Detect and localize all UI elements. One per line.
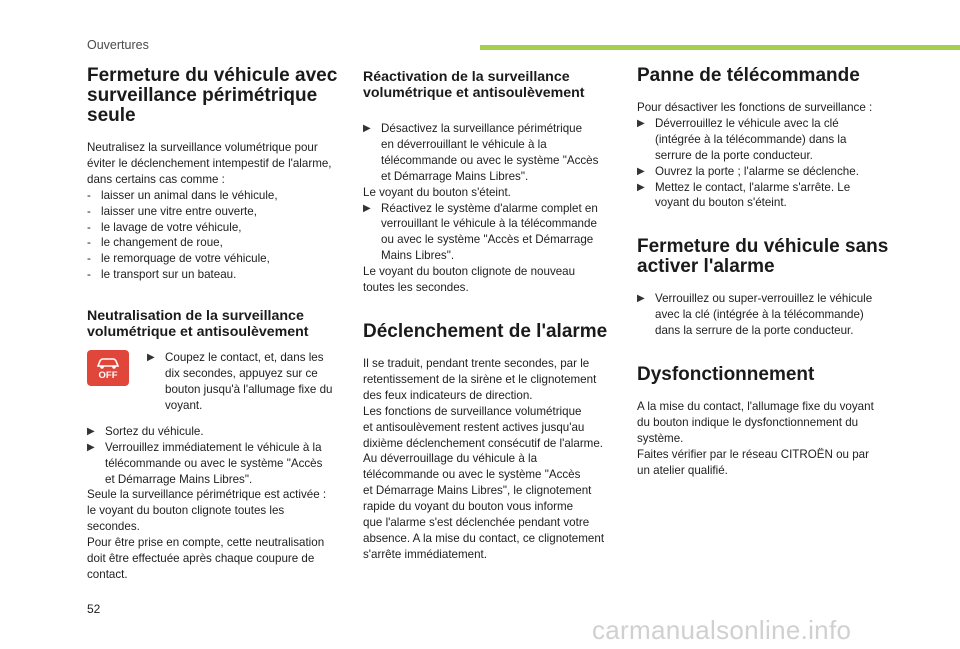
list-item: ▶ Désactivez la surveillance périmétrique en déverrouillant le véhicule à la télécommande ou avec le système "Accès et Démarrage Mains Libres". bbox=[363, 122, 599, 183]
arrow-bullet-icon: ▶ bbox=[363, 123, 371, 134]
alarm-instruction bbox=[87, 350, 345, 414]
arrow-bullet-icon: ▶ bbox=[363, 202, 371, 214]
arrow-bullet-icon: ▶ bbox=[87, 441, 95, 453]
list-item: ▶ Mettez le contact, l'alarme s'arrête. Le voyant du bouton s'éteint. bbox=[637, 180, 851, 210]
list-item: ▶ Sortez du véhicule. bbox=[87, 424, 204, 438]
heading-reactivation: Réactivation de la surveillance volumétrique et antisoulèvement bbox=[363, 69, 585, 101]
list-item: ▶ Verrouillez ou super-verrouillez le véhicule avec la clé (intégrée à la télécommande) dans la serrure de la porte conducteur. bbox=[637, 292, 873, 338]
list-item: ▶ Réactivez le système d'alarme complet en verrouillant le véhicule à la télécommande ou avec le système "Accès et Démarrage Mains Libres". bbox=[363, 201, 598, 263]
arrow-bullet-icon: ▶ bbox=[637, 293, 645, 305]
list-item: - laisser une vitre entre ouverte, bbox=[87, 204, 257, 218]
heading-declenchement: Déclenchement de l'alarme bbox=[363, 320, 608, 342]
heading-fermeture-sans-alarme: Fermeture du véhicule sans activer l'alarme bbox=[637, 236, 889, 278]
list-item: ▶ Déverrouillez le véhicule avec la clé (intégrée à la télécommande) dans la serrure de la porte conducteur. bbox=[637, 116, 847, 162]
heading-neutralisation: Neutralisation de la surveillance volumétrique et antisoulèvement bbox=[87, 308, 309, 340]
cases-list bbox=[87, 188, 345, 283]
watermark: carmanualsonline.info bbox=[592, 615, 852, 645]
heading-fermeture-perimetrique: Fermeture du véhicule avec surveillance périmétrique seule bbox=[87, 65, 338, 126]
arrow-bullet-icon: ▶ bbox=[87, 425, 95, 437]
list-item: - laisser un animal dans le véhicule, bbox=[87, 188, 278, 202]
arrow-bullet-icon: ▶ bbox=[637, 165, 645, 177]
list-item: - le changement de roue, bbox=[87, 236, 223, 250]
note-paragraph: Le voyant du bouton s'éteint. bbox=[363, 185, 511, 199]
outro-paragraph: Seule la surveillance périmétrique est activée : le voyant du bouton clignote toutes les secondes. Pour être prise en compte, cette neutralisation doit être effectuée après chaque coupure de contact. bbox=[87, 488, 327, 581]
list-item: ▶ Verrouillez immédiatement le véhicule à la télécommande ou avec le système "Accès et Démarrage Mains Libres". bbox=[87, 440, 323, 486]
page-number: 52 bbox=[87, 602, 101, 616]
list-item: - le lavage de votre véhicule, bbox=[87, 220, 242, 234]
heading-dysfonctionnement: Dysfonctionnement bbox=[637, 364, 815, 386]
column-2 bbox=[363, 70, 619, 563]
arrow-bullet-icon: ▶ bbox=[147, 352, 155, 364]
car-icon bbox=[95, 356, 121, 370]
heading-panne-telecommande: Panne de télécommande bbox=[637, 65, 860, 86]
list-item: ▶ Coupez le contact, et, dans les dix secondes, appuyez sur ce bouton jusqu'à l'allumage fixe du voyant. bbox=[147, 351, 333, 412]
list-item: ▶ Ouvrez la porte ; l'alarme se déclenche. bbox=[637, 164, 859, 178]
section-accent-bar bbox=[480, 45, 960, 50]
declenchement-paragraph: Il se traduit, pendant trente secondes, par le retentissement de la sirène et le clignotement des feux indicateurs de direction. Les fonctions de surveillance volumétrique et antisoulèvement restent actives jusqu'au dixième déclenchement consécutif de l'alarme. Au déverrouillage du véhicule à la télécommande ou avec le système "Accès et Démarrage Mains Libres", le clignotement rapide du voyant du bouton vous informe que l'alarme s'est déclenchée pendant votre absence. A la mise du contact, ce clignotement s'arrête immédiatement. bbox=[363, 356, 605, 561]
column-1 bbox=[87, 66, 345, 583]
car-alarm-off-icon bbox=[87, 350, 129, 386]
note-paragraph: Le voyant du bouton clignote de nouveau toutes les secondes. bbox=[363, 265, 576, 295]
list-item: - le transport sur un bateau. bbox=[87, 268, 237, 282]
section-title: Ouvertures bbox=[87, 38, 149, 52]
arrow-bullet-icon: ▶ bbox=[637, 117, 645, 129]
intro-paragraph: Neutralisez la surveillance volumétrique pour éviter le déclenchement intempestif de l'alarme, dans certains cas comme : bbox=[87, 141, 332, 186]
list-item: - le remorquage de votre véhicule, bbox=[87, 252, 270, 266]
arrow-bullet-icon: ▶ bbox=[637, 181, 645, 193]
dysfonctionnement-paragraph: A la mise du contact, l'allumage fixe du voyant du bouton indique le dysfonctionnement du système. Faites vérifier par le réseau CITROËN ou par un atelier qualifié. bbox=[637, 400, 874, 477]
intro-paragraph: Pour désactiver les fonctions de surveillance : bbox=[637, 101, 873, 114]
column-3 bbox=[637, 66, 893, 479]
alarm-off-label: OFF bbox=[98, 369, 118, 381]
